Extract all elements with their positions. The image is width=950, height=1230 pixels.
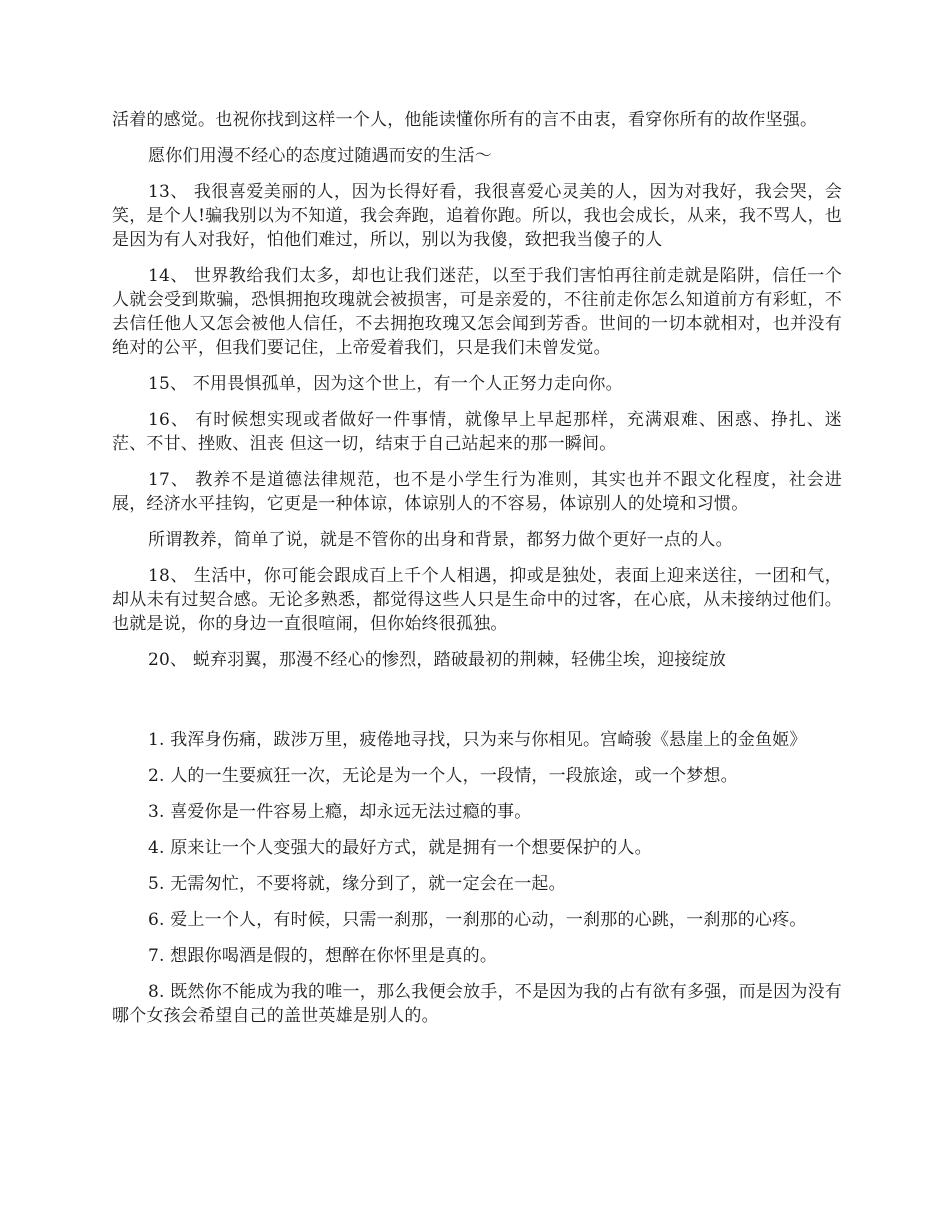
intro-wish: 愿你们用漫不经心的态度过随遇而安的生活～: [148, 146, 492, 166]
document-body: [112, 108, 842, 1040]
list-item-3: 3. 喜爱你是一件容易上瘾，却永远无法过瘾的事。: [148, 802, 532, 822]
quote-14: 14、 世界教给我们太多，却也让我们迷茫，以至于我们害怕再往前走就是陷阱，信任一个人就会受到欺骗，恐惧拥抱玫瑰就会被损害，可是亲爱的，不往前走你怎么知道前方有彩虹，不去信任他人又怎会被他人信任，不去拥抱玫瑰又怎会闻到芳香。世间的一切本就相对，也并没有绝对的公平，但我们要记住，上帝爱着我们，只是我们未曾发觉。: [112, 266, 842, 358]
quote-13: 13、 我很喜爱美丽的人，因为长得好看，我很喜爱心灵美的人，因为对我好，我会哭，会笑，是个人!骗我别以为不知道，我会奔跑，追着你跑。所以，我也会成长，从来，我不骂人，也是因为有人对我好，怕他们难过，所以，别以为我傻，致把我当傻子的人: [112, 182, 842, 250]
list-item-7: 7. 想跟你喝酒是假的，想醉在你怀里是真的。: [148, 946, 498, 966]
quote-16: 16、 有时候想实现或者做好一件事情，就像早上早起那样，充满艰难、困惑、挣扎、迷茫、不甘、挫败、沮丧 但这一切，结束于自己站起来的那一瞬间。: [112, 410, 842, 454]
section-spacer: [112, 684, 842, 728]
list-item-1: 1. 我浑身伤痛，跋涉万里，疲倦地寻找，只为来与你相见。宫崎骏《悬崖上的金鱼姬》: [148, 730, 807, 750]
list-item-6: 6. 爱上一个人，有时候，只需一刹那，一刹那的心动，一刹那的心跳，一刹那的心疼。: [148, 910, 807, 930]
list-item-5: 5. 无需匆忙，不要将就，缘分到了，就一定会在一起。: [148, 874, 566, 894]
list-item-4: 4. 原来让一个人变强大的最好方式，就是拥有一个想要保护的人。: [148, 838, 652, 858]
intro-paragraph: 活着的感觉。也祝你找到这样一个人，他能读懂你所有的言不由衷，看穿你所有的故作坚强。: [112, 110, 818, 130]
quote-17-continued: 所谓教养，简单了说，就是不管你的出身和背景，都努力做个更好一点的人。: [148, 530, 733, 550]
quote-20: 20、 蜕弃羽翼，那漫不经心的惨烈，踏破最初的荆棘，轻佛尘埃，迎接绽放: [148, 650, 727, 670]
quote-17: 17、 教养不是道德法律规范，也不是小学生行为准则，其实也并不跟文化程度，社会进展，经济水平挂钩，它更是一种体谅，体谅别人的不容易，体谅别人的处境和习惯。: [112, 470, 842, 514]
quote-18: 18、 生活中，你可能会跟成百上千个人相遇，抑或是独处，表面上迎来送往，一团和气，却从未有过契合感。无论多熟悉，都觉得这些人只是生命中的过客，在心底，从未接纳过他们。也就是说，你的身边一直很喧闹，但你始终很孤独。: [112, 566, 842, 634]
quote-15: 15、 不用畏惧孤单，因为这个世上，有一个人正努力走向你。: [148, 374, 623, 394]
list-item-8: 8. 既然你不能成为我的唯一，那么我便会放手，不是因为我的占有欲有多强，而是因为没有哪个女孩会希望自己的盖世英雄是别人的。: [112, 982, 842, 1026]
list-item-2: 2. 人的一生要疯狂一次，无论是为一个人，一段情，一段旅途，或一个梦想。: [148, 766, 738, 786]
